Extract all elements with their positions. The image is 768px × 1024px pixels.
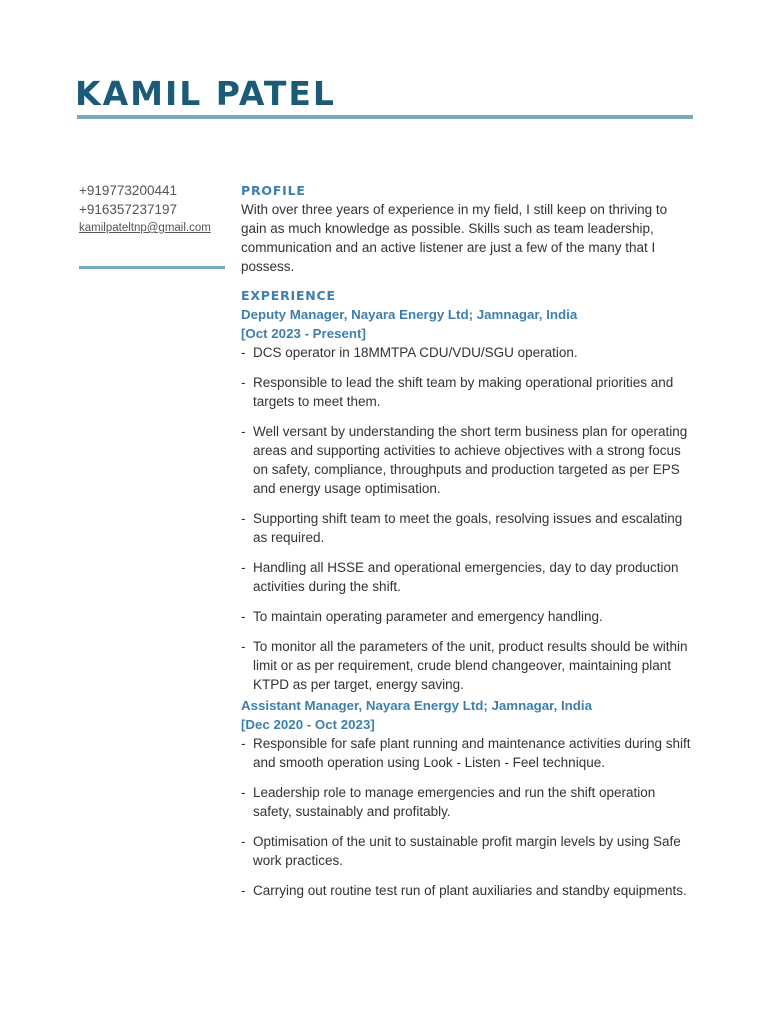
list-item: - Well versant by understanding the short term business plan for operating areas and supporting activities to achieve objectives with a strong focus on safety, compliance, throughputs and production targeted as per EPS and energy usage optimisation. xyxy=(241,422,696,498)
job-entry xyxy=(241,696,696,900)
list-item: - To monitor all the parameters of the unit, product results should be within limit or as per requirement, crude blend changeover, maintaining plant KTPD as per target, energy saving. xyxy=(241,637,696,694)
phone-secondary: +916357237197 xyxy=(79,202,177,217)
experience-heading: EXPERIENCE xyxy=(241,288,336,303)
list-item: - To maintain operating parameter and emergency handling. xyxy=(241,607,696,626)
email-link[interactable]: kamilpateltnp@gmail.com xyxy=(79,222,211,234)
phone-primary: +919773200441 xyxy=(79,183,177,198)
list-item: - Optimisation of the unit to sustainable profit margin levels by using Safe work practices. xyxy=(241,832,696,870)
list-item: - Responsible for safe plant running and maintenance activities during shift and smooth operation using Look - Listen - Feel technique. xyxy=(241,734,696,772)
job-dates: [Dec 2020 - Oct 2023] xyxy=(241,717,375,732)
candidate-name: KAMIL PATEL xyxy=(75,74,336,113)
list-item: - DCS operator in 18MMTPA CDU/VDU/SGU operation. xyxy=(241,343,696,362)
job-bullets xyxy=(241,343,696,694)
contact-block xyxy=(79,181,229,237)
job-title: Assistant Manager, Nayara Energy Ltd; Jamnagar, India xyxy=(241,698,593,713)
job-title: Deputy Manager, Nayara Energy Ltd; Jamnagar, India xyxy=(241,307,578,322)
profile-heading: PROFILE xyxy=(241,183,306,198)
list-item: - Leadership role to manage emergencies and run the shift operation safety, sustainably and profitably. xyxy=(241,783,696,821)
main-column xyxy=(241,181,696,902)
job-entry xyxy=(241,305,696,694)
job-bullets xyxy=(241,734,696,900)
list-item: - Responsible to lead the shift team by making operational priorities and targets to meet them. xyxy=(241,373,696,411)
list-item: - Handling all HSSE and operational emergencies, day to day production activities during the shift. xyxy=(241,558,696,596)
sidebar-divider xyxy=(79,266,225,269)
list-item: - Carrying out routine test run of plant auxiliaries and standby equipments. xyxy=(241,881,696,900)
profile-text: With over three years of experience in my field, I still keep on thriving to gain as much knowledge as possible. Skills such as team leadership, communication and an active listener are just a few of the many that I possess. xyxy=(241,202,668,274)
list-item: - Supporting shift team to meet the goals, resolving issues and escalating as required. xyxy=(241,509,696,547)
job-dates: [Oct 2023 - Present] xyxy=(241,326,366,341)
name-divider xyxy=(77,115,693,119)
